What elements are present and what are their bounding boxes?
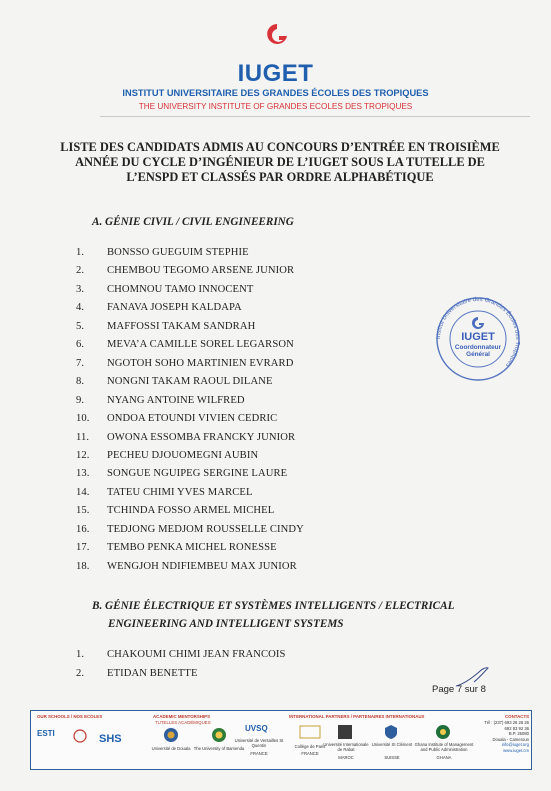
candidate-name: CHOMNOU TAMO INNOCENT [107,283,254,295]
candidate-number: 5. [76,320,85,332]
section-b-heading-line2: ENGINEERING AND INTELLIGENT SYSTEMS [108,618,344,630]
candidate-number: 7. [76,357,85,369]
university-douala-crest-icon [163,727,179,743]
header-divider [100,116,530,117]
candidate-name: NGOTOH SOHO MARTINIEN EVRARD [107,357,294,369]
partner-uir-name: Université Internationale de Rabat [323,742,369,752]
footer-academic-label: ACADEMIC MENTORSHIPS [153,714,211,719]
candidate-name: BONSSO GUEGUIM STEPHIE [107,247,249,258]
candidate-name: TCHINDA FOSSO ARMEL MICHEL [107,505,275,517]
contact-line: www.iuget.cm [503,748,529,753]
candidate-name: MEVA’A CAMILLE SOREL LEGARSON [107,339,294,351]
candidate-name: TEMBO PENKA MICHEL RONESSE [107,542,277,554]
page-number: Page 7 sur 8 [432,684,486,695]
candidate-number: 1. [76,247,85,258]
partner-gimpa-name: Ghana Institute of Management and Public Administration [414,742,474,752]
candidate-number: 6. [76,339,85,351]
candidate-number: 18. [76,560,90,572]
partner-st-clement-country: SUISSE [384,755,400,760]
school-shs-logo: SHS [99,733,122,745]
official-stamp [426,296,530,382]
contact-line: 692 83 92 36 [504,725,529,731]
section-b-heading-line1: B. GÉNIE ÉLECTRIQUE ET SYSTÈMES INTELLIGENTS / ELECTRICAL [92,600,455,612]
candidate-number: 2. [76,265,85,277]
st-clement-crest-icon [383,724,399,740]
mentor-bamenda-name: The University of Bamenda [193,746,245,751]
school-emblem-icon [73,729,87,743]
partner-uvsq-logo: UVSQ [245,724,268,733]
candidate-name: ONDOA ETOUNDI VIVIEN CEDRIC [107,413,278,425]
candidate-number: 1. [76,649,85,660]
partner-uvsq-name: Université de Versailles St Quentin [234,738,284,748]
candidate-name: FANAVA JOSEPH KALDAPA [107,302,242,314]
candidate-name: CHEMBOU TEGOMO ARSENE JUNIOR [107,265,295,277]
stamp-logo-text: IUGET [461,331,495,343]
candidate-name: NYANG ANTOINE WILFRED [107,394,245,406]
mentor-douala-name: Université de Douala [151,746,191,751]
candidate-number: 12. [76,449,90,461]
partner-st-clement-name: Université St Clément [371,742,413,747]
contact-line: info@iuget.org [501,742,529,748]
document-title: LISTE DES CANDIDATS ADMIS AU CONCOURS D’ENTRÉE EN TROISIÈME ANNÉE DU CYCLE D’INGÉNIEUR DE L’IUGET SOUS LA TUTELLE DE L’ENSPD ET CLASSÉS PAR ORDRE ALPHABÉTIQUE [60,140,500,184]
candidate-name: TATEU CHIMI YVES MARCEL [107,486,253,498]
candidate-number: 8. [76,376,85,388]
partner-gimpa-country: GHANA [436,755,452,760]
college-de-paris-logo-icon [299,725,321,739]
candidate-number: 9. [76,394,85,406]
university-bamenda-crest-icon [211,727,227,743]
uir-logo-icon [337,724,353,740]
candidate-number: 3. [76,283,85,295]
partner-uir-country: MAROC [338,755,354,760]
candidate-name: NONGNI TAKAM RAOUL DILANE [107,376,273,388]
logo-wordmark: IUGET [237,60,314,87]
candidate-number: 4. [76,302,85,314]
contact-line: Douala - Cameroun [492,736,529,742]
signature-scribble [452,664,492,690]
school-esti-logo: ESTI [37,729,55,738]
footer-partners-label: INTERNATIONAL PARTNERS / PARTENAIRES INTERNATIONAUX [289,714,425,719]
footer-schools-label: OUR SCHOOLS / NOS ECOLES [37,714,103,719]
candidate-name: WENGJOH NDIFIEMBEU MAX JUNIOR [107,560,297,572]
footer-partners-bar [30,710,532,770]
contact-line: B.P. 25080 [508,731,529,737]
candidate-name: ETIDAN BENETTE [107,668,198,679]
candidate-name: OWONA ESSOMBA FRANCKY JUNIOR [107,431,296,443]
candidate-name: TEDJONG MEDJOM ROUSSELLE CINDY [107,523,304,535]
candidate-number: 10. [76,413,90,425]
candidate-name: SONGUE NGUIPEG SERGINE LAURE [107,468,288,480]
section-a-heading: A. GÉNIE CIVIL / CIVIL ENGINEERING [92,216,294,228]
gimpa-crest-icon [435,724,451,740]
stamp-line2: Général [466,351,490,358]
partner-uvsq-country: FRANCE [250,751,268,756]
footer-academic-sublabel: TUTELLES ACADÉMIQUES [155,720,211,725]
partner-college-paris-name: Collège de Paris [294,744,326,749]
contact-line: Tél : (237) 693 26 26 26 [484,720,529,725]
candidate-name: PECHEU DJOUOMEGNI AUBIN [107,449,259,461]
partner-college-paris-country: FRANCE [301,751,319,756]
candidate-number: 11. [76,431,90,443]
footer-contacts-label: CONTACTS [505,714,530,719]
stamp-ring-text: Institut Universitaire des Grandes Écoles des Tropiques [435,296,521,368]
candidate-number: 17. [76,542,90,554]
institution-name-en: THE UNIVERSITY INSTITUTE OF GRANDES ECOLES DES TROPIQUES [138,102,413,111]
candidate-number: 14. [76,486,90,498]
candidate-number: 16. [76,523,90,535]
institution-name-fr: INSTITUT UNIVERSITAIRE DES GRANDES ÉCOLES DES TROPIQUES [122,88,429,98]
stamp-line1: Coordonnateur [454,344,502,351]
candidate-number: 2. [76,668,85,679]
candidate-name: CHAKOUMI CHIMI JEAN FRANCOIS [107,649,286,660]
candidate-name: MAFFOSSI TAKAM SANDRAH [107,320,256,332]
candidate-number: 15. [76,505,90,517]
iuget-logo-icon [265,22,289,52]
candidate-number: 13. [76,468,90,480]
